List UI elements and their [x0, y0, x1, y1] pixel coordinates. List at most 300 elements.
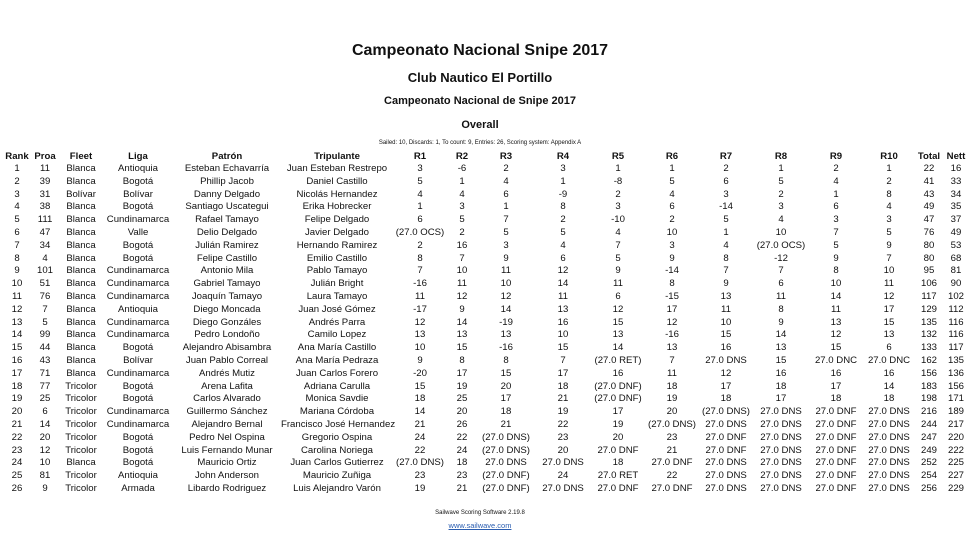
table-cell: Tricolor — [65, 406, 97, 418]
table-cell: 4 — [503, 175, 509, 187]
table-cell: 20 — [612, 431, 624, 443]
table-cell: -19 — [499, 316, 513, 328]
table-cell: Bolívar — [123, 188, 153, 200]
table-cell: Libardo Rodriguez — [187, 482, 267, 494]
table-cell: -9 — [558, 188, 568, 200]
table-cell: 117 — [948, 342, 964, 354]
table-row — [3, 381, 969, 394]
table-cell: 222 — [947, 444, 964, 456]
table-cell: 9 — [14, 265, 20, 277]
table-cell: 11 — [884, 278, 894, 290]
table-cell: 27.0 DNS — [868, 482, 910, 494]
table-cell: 7 — [417, 265, 423, 277]
table-cell: 12 — [414, 316, 426, 328]
table-cell: 21 — [500, 418, 512, 430]
table-cell: 15 — [883, 316, 895, 328]
table-cell: 6 — [503, 188, 509, 200]
table-cell: 11 — [501, 265, 511, 277]
table-cell: (27.0 DNS) — [702, 406, 750, 418]
table-cell: 9 — [833, 252, 839, 264]
table-cell: 6 — [42, 406, 48, 418]
table-cell: 4 — [42, 252, 48, 264]
column-header: Rank — [5, 150, 29, 162]
table-cell: 2 — [886, 175, 892, 187]
table-cell: Blanca — [66, 367, 96, 379]
table-cell: 16 — [950, 163, 962, 174]
table-cell: 15 — [557, 342, 569, 354]
table-cell: 22 — [11, 431, 23, 443]
table-cell: 22 — [456, 431, 468, 443]
table-cell: -16 — [413, 278, 427, 290]
table-cell: 23 — [557, 431, 569, 443]
table-cell: 1 — [778, 163, 784, 174]
table-cell: 27.0 DNS — [542, 482, 584, 494]
table-cell: 24 — [414, 431, 426, 443]
table-cell: 27.0 DNS — [868, 457, 910, 469]
table-cell: Laura Tamayo — [306, 290, 368, 302]
table-cell: 8 — [417, 252, 423, 264]
table-cell: Julián Ramirez — [195, 239, 259, 251]
table-cell: 27.0 RET — [597, 470, 639, 482]
table-cell: -10 — [611, 214, 625, 226]
table-cell: 35 — [950, 201, 962, 213]
table-cell: 6 — [886, 342, 892, 354]
table-cell: 20 — [39, 431, 51, 443]
table-cell: (27.0 RET) — [594, 354, 642, 366]
table-cell: 21 — [666, 444, 678, 456]
table-cell: 8 — [560, 201, 566, 213]
table-cell: 43 — [39, 354, 51, 366]
table-cell: 136 — [947, 367, 964, 379]
table-cell: Alejandro Abisambra — [182, 342, 272, 354]
table-cell: 90 — [950, 278, 962, 290]
table-cell: 2 — [833, 163, 839, 174]
table-cell: Blanca — [66, 226, 96, 238]
table-cell: 4 — [886, 201, 892, 213]
table-cell: 12 — [500, 290, 512, 302]
sailwave-link[interactable]: www.sailwave.com — [448, 521, 512, 530]
table-cell: 12 — [11, 303, 23, 315]
table-row — [3, 432, 969, 445]
table-cell: Blanca — [66, 214, 96, 226]
table-cell: 1 — [886, 163, 892, 174]
table-cell: Bogotá — [122, 252, 154, 264]
table-cell: 12 — [720, 367, 732, 379]
table-cell: 4 — [615, 226, 621, 238]
table-cell: 99 — [39, 329, 51, 341]
table-cell: Valle — [127, 226, 149, 238]
table-cell: Antioquia — [117, 470, 158, 482]
table-cell: 12 — [666, 316, 678, 328]
table-cell: 1 — [723, 226, 729, 238]
table-cell: 1 — [669, 163, 675, 174]
table-cell: 10 — [456, 265, 468, 277]
column-header: Nett — [946, 150, 966, 162]
table-row — [3, 176, 969, 189]
table-cell: Bogotá — [122, 239, 154, 251]
table-cell: 27.0 DNF — [705, 431, 747, 443]
table-cell: 7 — [503, 214, 509, 226]
table-cell: 27.0 DNF — [597, 444, 639, 456]
table-cell: Carolina Noriega — [301, 444, 373, 456]
table-cell: 19 — [666, 393, 678, 405]
table-cell: Ana María Castillo — [297, 342, 377, 354]
table-cell: Blanca — [66, 290, 96, 302]
table-cell: Pedro Nel Ospina — [189, 431, 265, 443]
table-row — [3, 355, 969, 368]
table-row — [3, 278, 969, 291]
table-cell: 16 — [720, 342, 732, 354]
table-row — [3, 253, 969, 266]
table-cell: 9 — [42, 482, 48, 494]
table-cell: Bogotá — [122, 431, 154, 443]
table-cell: Bogotá — [122, 201, 154, 213]
table-cell: 10 — [11, 278, 23, 290]
club-name: Club Nautico El Portillo — [407, 70, 553, 85]
table-cell: 19 — [557, 406, 569, 418]
table-cell: 5 — [14, 214, 20, 226]
table-cell: 2 — [459, 226, 465, 238]
table-row — [3, 342, 969, 355]
table-cell: 21 — [557, 393, 569, 405]
table-cell: 2 — [503, 163, 509, 174]
table-cell: Juan Pablo Correal — [185, 354, 269, 366]
table-cell: 17 — [612, 406, 624, 418]
table-cell: 112 — [948, 303, 964, 315]
table-cell: 8 — [833, 265, 839, 277]
table-cell: Blanca — [66, 265, 96, 277]
table-cell: 31 — [39, 188, 51, 200]
table-cell: 21 — [456, 482, 468, 494]
table-cell: 27.0 DNS — [760, 444, 802, 456]
table-cell: 3 — [14, 188, 20, 200]
column-header: R1 — [413, 150, 427, 162]
table-cell: 14 — [500, 303, 512, 315]
table-cell: 49 — [923, 201, 935, 213]
table-cell: 4 — [669, 188, 675, 200]
table-cell: 38 — [39, 201, 51, 213]
table-cell: Juan Esteban Restrepo — [286, 163, 388, 174]
table-cell: Diego Gonzáles — [192, 316, 262, 328]
table-cell: 1 — [833, 188, 839, 200]
table-cell: -17 — [413, 303, 427, 315]
table-cell: 14 — [39, 418, 51, 430]
table-cell: 2 — [723, 163, 729, 174]
table-cell: 27.0 DNS — [868, 470, 910, 482]
table-cell: Blanca — [66, 163, 96, 174]
table-cell: 95 — [923, 265, 935, 277]
table-cell: Juan José Gómez — [298, 303, 376, 315]
table-cell: 19 — [456, 380, 468, 392]
table-cell: 17 — [720, 380, 732, 392]
table-row — [3, 445, 969, 458]
table-cell: 11 — [613, 278, 623, 290]
table-cell: 27.0 DNF — [651, 457, 693, 469]
table-cell: 27.0 DNS — [485, 457, 527, 469]
column-header: R2 — [455, 150, 469, 162]
table-cell: 18 — [557, 380, 569, 392]
table-cell: 116 — [948, 329, 964, 341]
table-cell: 3 — [723, 188, 729, 200]
table-row — [3, 329, 969, 342]
table-row — [3, 483, 969, 496]
table-cell: 10 — [39, 457, 51, 469]
table-cell: Danny Delgado — [193, 188, 261, 200]
table-cell: Nicolás Hernandez — [296, 188, 378, 200]
column-header: Fleet — [69, 150, 93, 162]
table-cell: Delio Delgado — [196, 226, 258, 238]
table-cell: 10 — [557, 329, 569, 341]
table-cell: Guillermo Sánchez — [186, 406, 268, 418]
table-cell: 16 — [775, 367, 787, 379]
table-cell: 27.0 DNS — [705, 354, 747, 366]
table-cell: 43 — [923, 188, 935, 200]
table-cell: 27.0 DNF — [815, 406, 857, 418]
table-cell: 15 — [414, 380, 426, 392]
table-cell: 17 — [883, 303, 895, 315]
software-credit: Sailwave Scoring Software 2.19.8 — [435, 510, 525, 516]
table-cell: 27.0 DNS — [542, 457, 584, 469]
table-cell: -12 — [774, 252, 788, 264]
table-cell: 47 — [923, 214, 935, 226]
table-cell: Cundinamarca — [106, 367, 170, 379]
table-cell: Cundinamarca — [106, 214, 170, 226]
column-header: Total — [917, 150, 941, 162]
table-cell: 13 — [720, 290, 732, 302]
table-cell: Tricolor — [65, 470, 97, 482]
table-cell: Monica Savdie — [305, 393, 369, 405]
header-row — [3, 149, 969, 163]
table-cell: 5 — [723, 214, 729, 226]
table-cell: 116 — [948, 316, 964, 328]
table-cell: 156 — [920, 367, 937, 379]
table-cell: 133 — [920, 342, 937, 354]
table-cell: 3 — [615, 201, 621, 213]
table-cell: Pedro Londoño — [194, 329, 260, 341]
table-cell: 16 — [456, 239, 468, 251]
table-row — [3, 393, 969, 406]
table-cell: 3 — [669, 239, 675, 251]
table-cell: 11 — [12, 290, 22, 302]
table-cell: 27.0 DNF — [815, 482, 857, 494]
table-cell: Blanca — [66, 201, 96, 213]
table-cell: 14 — [775, 329, 787, 341]
table-cell: Tricolor — [65, 482, 97, 494]
table-cell: 2 — [778, 188, 784, 200]
table-cell: Armada — [121, 482, 155, 494]
table-cell: (27.0 DNF) — [482, 482, 530, 494]
table-cell: Daniel Castillo — [306, 175, 368, 187]
table-cell: Ana María Pedraza — [295, 354, 379, 366]
table-cell: Cundinamarca — [106, 278, 170, 290]
table-row — [3, 240, 969, 253]
table-cell: Blanca — [66, 175, 96, 187]
table-cell: 44 — [39, 342, 51, 354]
table-cell: 10 — [720, 316, 732, 328]
scoring-info: Sailed: 10, Discards: 1, To count: 9, Entries: 26, Scoring system: Appendix A — [378, 140, 582, 146]
column-header: R4 — [556, 150, 570, 162]
table-cell: 244 — [920, 418, 937, 430]
table-cell: Cundinamarca — [106, 316, 170, 328]
table-cell: 27.0 DNS — [760, 406, 802, 418]
table-cell: Tricolor — [65, 393, 97, 405]
table-cell: 6 — [560, 252, 566, 264]
table-cell: Bolívar — [123, 354, 153, 366]
table-cell: 76 — [923, 226, 935, 238]
table-cell: 6 — [778, 278, 784, 290]
table-cell: (27.0 DNF) — [482, 470, 530, 482]
table-cell: 80 — [923, 252, 935, 264]
table-cell: 14 — [557, 278, 569, 290]
table-cell: 18 — [883, 393, 895, 405]
table-cell: (27.0 DNF) — [594, 393, 642, 405]
table-cell: 2 — [669, 214, 675, 226]
table-cell: Andrés Parra — [308, 316, 366, 328]
table-cell: 5 — [459, 214, 465, 226]
table-cell: Blanca — [66, 278, 96, 290]
table-cell: 11 — [415, 290, 425, 302]
table-cell: 4 — [459, 188, 465, 200]
table-cell: Pablo Tamayo — [306, 265, 368, 277]
table-cell: Mariana Córdoba — [299, 406, 375, 418]
table-cell: 22 — [923, 163, 935, 174]
table-cell: Tricolor — [65, 444, 97, 456]
table-cell: 41 — [923, 175, 935, 187]
table-cell: Tricolor — [65, 431, 97, 443]
table-cell: 18 — [500, 406, 512, 418]
table-cell: 11 — [776, 290, 786, 302]
column-header: R9 — [829, 150, 843, 162]
table-cell: 132 — [920, 329, 937, 341]
table-cell: 7 — [723, 265, 729, 277]
table-cell: 18 — [830, 393, 842, 405]
table-cell: 229 — [947, 482, 964, 494]
table-cell: Blanca — [66, 316, 96, 328]
table-cell: 26 — [456, 418, 468, 430]
table-cell: -16 — [665, 329, 679, 341]
table-cell: Bogotá — [122, 342, 154, 354]
table-cell: (27.0 DNS) — [648, 418, 696, 430]
table-cell: 27.0 DNF — [597, 482, 639, 494]
table-cell: 37 — [950, 214, 962, 226]
table-cell: 3 — [417, 163, 423, 174]
table-cell: 7 — [886, 252, 892, 264]
table-cell: 25 — [11, 470, 23, 482]
table-cell: 183 — [920, 380, 937, 392]
table-cell: 16 — [612, 367, 624, 379]
table-cell: 27.0 DNS — [760, 470, 802, 482]
table-cell: 117 — [921, 290, 937, 302]
table-cell: 4 — [560, 239, 566, 251]
table-cell: 39 — [39, 175, 51, 187]
table-cell: 1 — [459, 175, 465, 187]
table-cell: 18 — [456, 457, 468, 469]
table-cell: 10 — [500, 278, 512, 290]
table-row — [3, 214, 969, 227]
table-cell: 3 — [503, 239, 509, 251]
table-row — [3, 291, 969, 304]
table-cell: 217 — [947, 418, 964, 430]
table-cell: -16 — [499, 342, 513, 354]
table-cell: 3 — [833, 214, 839, 226]
table-cell: 1 — [503, 201, 509, 213]
table-cell: 17 — [830, 380, 842, 392]
table-cell: 68 — [950, 252, 962, 264]
table-cell: 16 — [830, 367, 842, 379]
table-cell: 15 — [11, 342, 23, 354]
table-cell: 24 — [11, 457, 23, 469]
table-cell: 23 — [456, 470, 468, 482]
table-cell: 4 — [417, 188, 423, 200]
table-cell: 10 — [414, 342, 426, 354]
table-cell: 5 — [669, 175, 675, 187]
table-cell: 8 — [14, 252, 20, 264]
table-cell: 6 — [14, 226, 20, 238]
table-cell: 2 — [14, 175, 20, 187]
table-cell: Carlos Alvarado — [193, 393, 261, 405]
table-cell: 5 — [886, 226, 892, 238]
column-header: R5 — [611, 150, 625, 162]
table-cell: Felipe Castillo — [196, 252, 258, 264]
table-row — [3, 317, 969, 330]
table-cell: Cundinamarca — [106, 290, 170, 302]
column-header: R10 — [880, 150, 898, 162]
column-header: Liga — [128, 150, 148, 162]
table-row — [3, 189, 969, 202]
column-header: Patrón — [211, 150, 243, 162]
table-cell: Santiago Uscategui — [185, 201, 269, 213]
table-cell: Blanca — [66, 354, 96, 366]
table-cell: 27.0 DNS — [760, 482, 802, 494]
table-cell: 18 — [720, 393, 732, 405]
column-header: R3 — [499, 150, 513, 162]
table-cell: 171 — [947, 393, 964, 405]
table-cell: 17 — [775, 393, 787, 405]
table-cell: 7 — [459, 252, 465, 264]
table-cell: Antioquia — [117, 303, 158, 315]
table-cell: Luis Fernando Munar — [181, 444, 273, 456]
table-cell: 17 — [11, 367, 23, 379]
table-cell: 13 — [666, 342, 678, 354]
table-cell: 23 — [414, 470, 426, 482]
table-cell: 14 — [414, 406, 426, 418]
table-cell: 4 — [14, 201, 20, 213]
table-cell: 13 — [500, 329, 512, 341]
table-cell: Blanca — [66, 303, 96, 315]
table-cell: 15 — [830, 342, 842, 354]
table-cell: 16 — [883, 367, 895, 379]
table-cell: 12 — [612, 303, 624, 315]
table-cell: 17 — [500, 393, 512, 405]
table-cell: 189 — [947, 406, 964, 418]
table-cell: 198 — [920, 393, 937, 405]
table-cell: 33 — [950, 175, 962, 187]
table-cell: Mauricio Ortiz — [197, 457, 257, 469]
table-cell: 26 — [11, 482, 23, 494]
column-header: Tripulante — [314, 150, 360, 162]
table-cell: 1 — [560, 175, 566, 187]
table-cell: 27.0 DNS — [760, 457, 802, 469]
table-cell: 7 — [560, 354, 566, 366]
table-cell: 8 — [459, 354, 465, 366]
table-cell: 7 — [14, 239, 20, 251]
table-cell: 225 — [947, 457, 964, 469]
table-cell: Felipe Delgado — [304, 214, 370, 226]
table-row — [3, 470, 969, 483]
table-cell: 27.0 DNC — [814, 354, 858, 366]
table-cell: Antioquia — [117, 163, 158, 174]
table-cell: Juan Carlos Forero — [295, 367, 379, 379]
